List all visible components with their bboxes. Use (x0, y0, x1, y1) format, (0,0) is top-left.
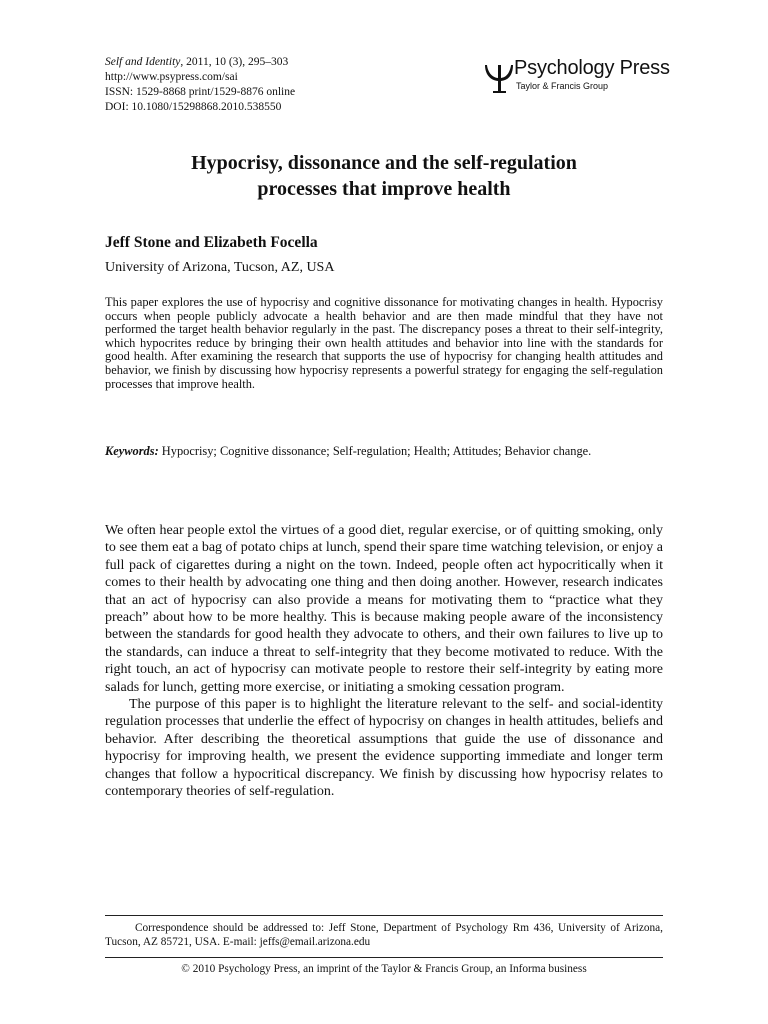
copyright-divider (105, 957, 663, 958)
affiliation: University of Arizona, Tucson, AZ, USA (105, 260, 335, 275)
abstract: This paper explores the use of hypocrisy and cognitive dissonance for motivating changes in health. Hypocrisy occurs when people publicly advocate a health behavior and are then made mindful that they have not performed the target health behavior regularly in the past. The discrepancy poses a threat to their self-integrity, which hypocrites reduce by bringing their own health attitudes and behavior into line with the standards for good health. After examining the research that supports the use of hypocrisy for changing health attitudes and behavior, we finish by discussing how hypocrisy represents a powerful strategy for engaging the self-regulation processes that improve health. (105, 295, 663, 391)
keywords-label: Keywords: (105, 444, 159, 458)
correspondence-text: Correspondence should be addressed to: Jeff Stone, Department of Psychology Rm 436, University of Arizona, Tucson, AZ 85721, USA. E-mail: jeffs@email.arizona.edu (105, 922, 663, 948)
journal-url[interactable]: http://www.psypress.com/sai (105, 71, 238, 83)
paragraph-1: We often hear people extol the virtues of a good diet, regular exercise, or of quitting smoking, only to see them eat a bag of potato chips at lunch, spend their spare time watching television, or enjoy a full pack of cigarettes during a night on the town. Indeed, people often act hypocritically when it comes to their health by advocating one thing and then doing another. However, research indicates that an act of hypocrisy can also provide a means for motivating them to “practice what they preach” about how to be more healthy. This is because making people aware of the inconsistency between the standards for good health they advocate to others, and their own failures to live up to the standards, can induce a threat to self-integrity that they become motivated to reduce. With the right touch, an act of hypocrisy can motivate people to restore their self-integrity by eating more salads for lunch, getting more exercise, or initiating a smoking cessation program. (105, 523, 663, 695)
psi-logo-icon (484, 61, 514, 95)
article-title (105, 150, 663, 202)
publisher-name: Psychology Press (514, 57, 670, 79)
footnote-divider (105, 915, 663, 916)
body-text (105, 522, 663, 801)
authors: Jeff Stone and Elizabeth Focella (105, 234, 318, 251)
issn: ISSN: 1529-8868 print/1529-8876 online (105, 86, 296, 98)
citation-block (105, 55, 295, 115)
journal-name: Self and Identity (105, 56, 181, 68)
correspondence-footnote (105, 921, 663, 949)
publisher-logo (484, 57, 674, 97)
publisher-group: Taylor & Francis Group (516, 81, 609, 91)
keywords (105, 444, 663, 458)
title-line-1: Hypocrisy, dissonance and the self-regulation (191, 152, 577, 174)
keywords-list: Hypocrisy; Cognitive dissonance; Self-regulation; Health; Attitudes; Behavior change. (158, 444, 592, 458)
copyright-notice: © 2010 Psychology Press, an imprint of the Taylor & Francis Group, an Informa business (181, 963, 587, 975)
title-line-2: processes that improve health (257, 178, 511, 200)
citation-details: , 2011, 10 (3), 295–303 (180, 56, 289, 68)
citation-line (105, 55, 295, 70)
paragraph-2: The purpose of this paper is to highlight the literature relevant to the self- and social-identity regulation processes that underlie the effect of hypocrisy on changes in health attitudes, beliefs and behavior. After describing the theoretical assumptions that guide the use of dissonance and hypocrisy for improving health, we present the evidence supporting immediate and longer term changes that follow a hypocritical discrepancy. We finish by discussing how hypocrisy relates to contemporary theories of self-regulation. (105, 697, 663, 800)
doi[interactable]: DOI: 10.1080/15298868.2010.538550 (105, 101, 282, 113)
